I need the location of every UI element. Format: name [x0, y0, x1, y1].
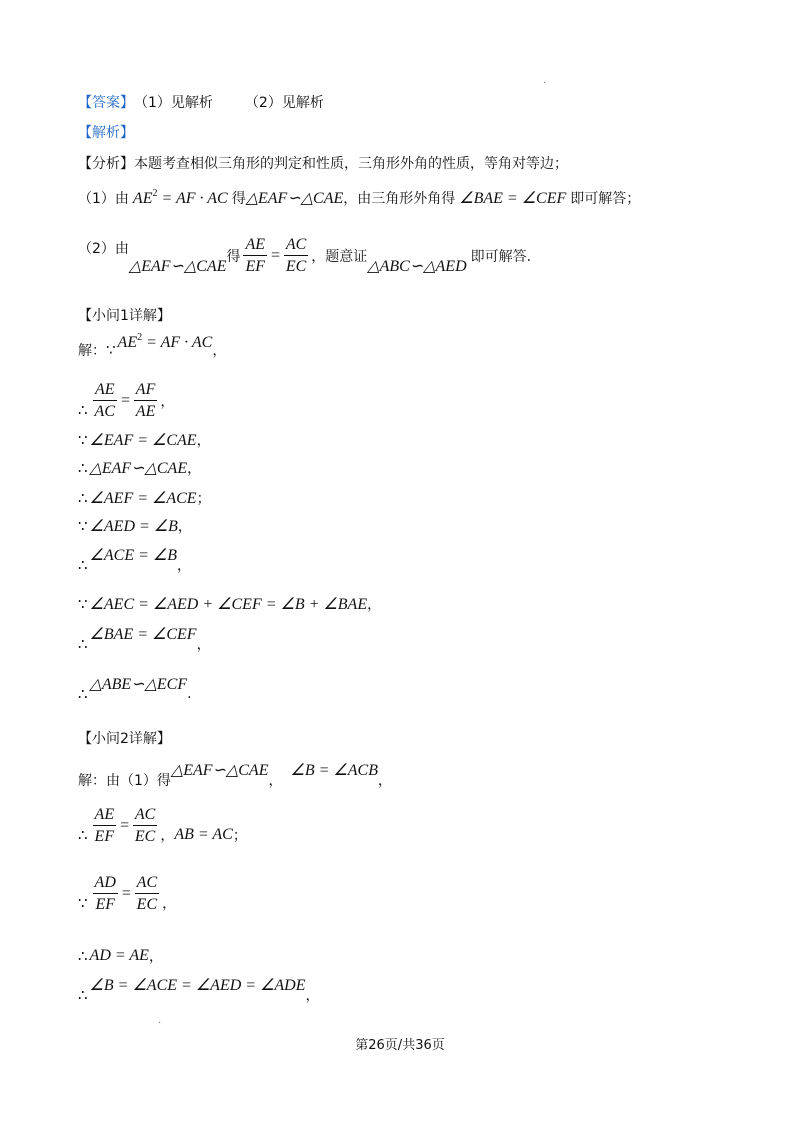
- equals-sign: =: [270, 246, 281, 264]
- q2-s4-math: AD = AE: [89, 947, 149, 964]
- q1-s3-math: ∠EAF = ∠CAE: [89, 432, 197, 449]
- therefore-symbol: ∴: [78, 685, 88, 703]
- frac-num: AC: [133, 806, 157, 826]
- fenxi-l2-frac2: [284, 236, 308, 275]
- fenxi-l2-m1: △EAF∽△CAE: [128, 257, 227, 275]
- q2-s3-frac2: [135, 874, 159, 913]
- page-footer: 第26页/共36页: [355, 1038, 445, 1053]
- q2-s2-post: ；: [232, 827, 247, 844]
- q2-tag: 【小问2详解】: [78, 731, 171, 747]
- because-symbol: ∵: [78, 517, 88, 535]
- frac-den: EF: [245, 258, 266, 275]
- q1-s5-post: ；: [196, 491, 211, 507]
- answer-part1: （1）见解析: [134, 95, 213, 111]
- frac-den: EF: [95, 896, 115, 913]
- fenxi-l2-frac1: [243, 236, 267, 275]
- q1-step-1: [78, 332, 227, 360]
- therefore-symbol: ∴: [78, 556, 88, 574]
- q1-s8-post: ，: [367, 597, 382, 613]
- fenxi-l1-d: 即可解答；: [570, 191, 641, 207]
- q1-s1-pre: 解：: [78, 343, 106, 359]
- analysis-tag: 【解析】: [78, 125, 134, 141]
- fenxi-l1-m4: ∠BAE = ∠CEF: [459, 190, 567, 207]
- q1-s5-math: ∠AEF = ∠ACE: [89, 490, 197, 507]
- q2-step-1: [78, 760, 392, 789]
- fenxi-l2-c: ，题意证: [311, 248, 368, 265]
- q1-s8-math: ∠AEC = ∠AED + ∠CEF = ∠B + ∠BAE: [89, 596, 368, 613]
- q1-s1-m2: = AF · AC: [146, 334, 213, 351]
- fenxi-line-2: [78, 236, 531, 275]
- q1-step-5: [78, 488, 211, 508]
- equals-sign: =: [120, 884, 132, 902]
- q1-step-9: [78, 624, 211, 653]
- fenxi-l1-m1: AE: [132, 190, 153, 207]
- q2-s2-math: AB = AC: [174, 825, 233, 843]
- superscript-2: 2: [137, 332, 143, 343]
- q1-step-10: [78, 674, 192, 703]
- therefore-symbol: ∴: [78, 986, 88, 1004]
- fenxi-l1-a: （1）由: [78, 191, 129, 207]
- q2-s1-post: ，: [377, 773, 392, 789]
- fenxi-l2-m2: △ABC∽△AED: [367, 257, 467, 275]
- frac-den: EC: [136, 896, 158, 913]
- q2-s3-frac1: [93, 874, 118, 913]
- fenxi-l2-a: （2）由: [78, 240, 129, 257]
- q2-s1-mid: ，: [268, 773, 283, 789]
- speck: ·: [543, 78, 547, 89]
- because-symbol: ∵: [78, 595, 88, 613]
- q1-s1-math: [118, 332, 213, 352]
- frac-num: AC: [284, 236, 308, 256]
- therefore-symbol: ∴: [78, 825, 88, 844]
- fenxi-l2-b: 得: [226, 248, 241, 265]
- therefore-symbol: ∴: [78, 489, 88, 507]
- q1-s2-post: ，: [160, 393, 175, 410]
- q1-step-2: [78, 381, 174, 420]
- fenxi-l1-math1: [133, 188, 228, 208]
- q1-s6-post: ，: [177, 519, 192, 535]
- q2-s1-pre: 解：由（1）得: [78, 773, 171, 789]
- q1-step-4: [78, 458, 201, 478]
- q2-step-4: [78, 946, 163, 966]
- q1-tag: 【小问1详解】: [78, 308, 171, 324]
- fenxi-l2-d: 即可解答.: [470, 248, 532, 265]
- because-symbol: ∵: [78, 431, 88, 449]
- equals-sign: =: [119, 816, 130, 834]
- q1-s7-math: ∠ACE = ∠B: [89, 547, 178, 564]
- frac-den: EC: [285, 258, 307, 275]
- q2-s5-post: ，: [305, 988, 320, 1004]
- fenxi-l1-m2: = AF · AC: [161, 190, 228, 207]
- q1-s2-frac2: [134, 381, 158, 420]
- therefore-symbol: ∴: [78, 947, 88, 965]
- q2-s2-frac2: [133, 806, 157, 845]
- q1-step-7: [78, 545, 192, 574]
- comma: ，: [160, 827, 175, 844]
- frac-num: AC: [135, 874, 159, 894]
- fenxi-line-1: [78, 188, 640, 208]
- q2-s1-math2: ∠B = ∠ACB: [290, 762, 378, 779]
- q1-s1-m: AE: [117, 334, 138, 351]
- because-symbol: ∵: [106, 341, 116, 359]
- frac-num: AE: [93, 381, 117, 401]
- frac-num: AE: [243, 236, 267, 256]
- equals-sign: =: [120, 391, 131, 409]
- frac-den: AC: [94, 403, 115, 420]
- frac-num: AF: [134, 381, 158, 401]
- therefore-symbol: ∴: [78, 635, 88, 653]
- answer-tag: 【答案】: [78, 95, 134, 111]
- frac-den: EC: [134, 828, 156, 845]
- q2-s3-post: ，: [162, 895, 177, 912]
- fenxi-l1-b: 得: [231, 191, 246, 207]
- q1-s3-post: ，: [196, 433, 211, 449]
- therefore-symbol: ∴: [78, 400, 88, 419]
- superscript-2: 2: [152, 188, 158, 199]
- q1-s7-post: ，: [177, 558, 192, 574]
- q2-s1-math1: △EAF∽△CAE: [170, 762, 269, 779]
- q1-s10-math: △ABE∽△ECF: [89, 676, 188, 693]
- speck: ·: [158, 1018, 162, 1029]
- frac-den: AE: [135, 403, 156, 420]
- q1-s9-post: ，: [196, 637, 211, 653]
- answer-line: [78, 92, 324, 112]
- frac-num: AE: [93, 806, 117, 826]
- q2-step-3: [78, 874, 176, 913]
- q1-s9-math: ∠BAE = ∠CEF: [89, 626, 197, 643]
- q1-s2-frac1: [93, 381, 117, 420]
- frac-num: AD: [93, 874, 118, 894]
- q1-s4-post: ，: [187, 461, 202, 477]
- q2-s4-post: ，: [148, 949, 163, 965]
- frac-den: EF: [94, 828, 115, 845]
- q1-s10-post: .: [187, 686, 192, 702]
- q1-s1-post: ，: [212, 343, 227, 359]
- q1-step-6: [78, 516, 192, 536]
- because-symbol: ∵: [78, 893, 88, 912]
- q2-s2-frac1: [93, 806, 117, 845]
- q1-s6-math: ∠AED = ∠B: [89, 518, 178, 535]
- q1-step-3: [78, 430, 211, 450]
- q1-s4-math: △EAF∽△CAE: [89, 460, 188, 477]
- fenxi-l1-c: ，由三角形外角得: [343, 191, 456, 207]
- therefore-symbol: ∴: [78, 459, 88, 477]
- fenxi-l1-m3: △EAF∽△CAE: [245, 190, 344, 207]
- q1-step-8: [78, 594, 381, 614]
- q2-step-5: [78, 975, 320, 1004]
- q2-s5-math: ∠B = ∠ACE = ∠AED = ∠ADE: [89, 977, 306, 994]
- fenxi-text: 【分析】本题考查相似三角形的判定和性质，三角形外角的性质，等角对等边；: [78, 156, 568, 172]
- q2-step-2: [78, 806, 247, 845]
- answer-part2: （2）见解析: [244, 95, 324, 111]
